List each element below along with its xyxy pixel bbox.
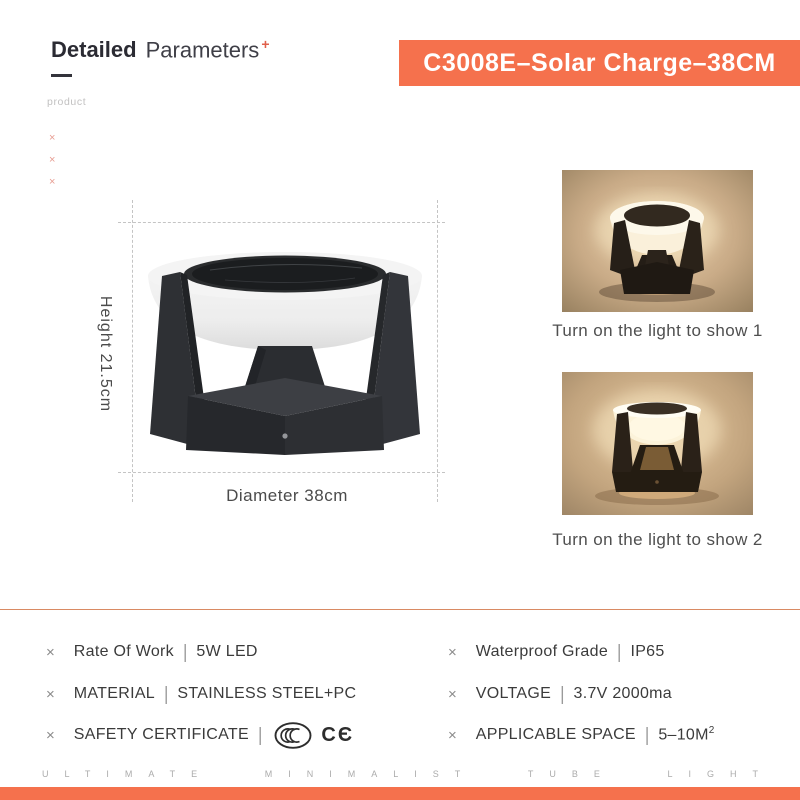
height-dimension-label: Height 21.5cm bbox=[97, 295, 114, 413]
dimension-line-top bbox=[118, 222, 445, 223]
certificate-icons bbox=[273, 721, 354, 750]
product-subtitle: product bbox=[47, 96, 87, 108]
x-bullet-icon: × bbox=[46, 643, 55, 661]
spec-row-rate-of-work bbox=[46, 639, 258, 665]
spec-row-material bbox=[46, 681, 356, 707]
dimension-line-bottom bbox=[118, 472, 445, 473]
page-title-bold: Detailed bbox=[51, 37, 137, 63]
spec-label: Rate Of Work bbox=[73, 643, 174, 660]
photo-2-caption: Turn on the light to show 2 bbox=[552, 530, 763, 549]
footer-word: MINIMALIST bbox=[264, 769, 477, 779]
spec-value: 3.7V 2000ma bbox=[573, 685, 672, 702]
spec-value: $5-10M^2$ bbox=[658, 725, 715, 744]
spec-row-safety-certificate bbox=[46, 722, 354, 748]
spec-row-voltage bbox=[448, 681, 672, 707]
pipe-separator: | bbox=[617, 640, 622, 663]
superscript-2: 2 bbox=[708, 725, 715, 737]
decorative-x-mark: × bbox=[49, 132, 56, 144]
decorative-x-mark: × bbox=[49, 176, 56, 188]
footer-word: LIGHT bbox=[667, 769, 774, 779]
spec-value: IP65 bbox=[630, 643, 665, 660]
x-bullet-icon: × bbox=[46, 685, 55, 703]
plus-mark: + bbox=[261, 36, 270, 52]
lit-photo-2 bbox=[562, 372, 753, 515]
pipe-separator: | bbox=[644, 723, 650, 746]
spec-label: Waterproof Grade bbox=[475, 643, 609, 660]
spec-row-waterproof bbox=[448, 639, 665, 665]
spec-row-applicable-space bbox=[448, 722, 715, 748]
pipe-separator: | bbox=[560, 682, 565, 705]
x-bullet-icon: × bbox=[448, 643, 457, 661]
spec-value: STAINLESS STEEL+PC bbox=[177, 685, 357, 702]
spec-label: VOLTAGE bbox=[475, 685, 552, 702]
x-bullet-icon: × bbox=[448, 726, 457, 744]
page-title bbox=[51, 36, 270, 63]
footer-tagline bbox=[42, 769, 774, 779]
x-bullet-icon: × bbox=[46, 726, 55, 744]
x-bullet-icon: × bbox=[448, 685, 457, 703]
footer-word: ULTIMATE bbox=[42, 769, 214, 779]
page-title-regular: Parameters bbox=[145, 37, 260, 63]
photo-1-caption: Turn on the light to show 1 bbox=[552, 321, 763, 340]
dimension-line-left bbox=[132, 200, 133, 502]
diameter-dimension-label: Diameter 38cm bbox=[226, 486, 348, 505]
bottom-accent-bar bbox=[0, 787, 800, 800]
product-lamp-image bbox=[140, 246, 430, 460]
section-divider bbox=[0, 609, 800, 610]
pipe-separator: | bbox=[182, 640, 188, 663]
spec-label: SAFETY CERTIFICATE bbox=[73, 726, 249, 743]
spec-value: 5W LED bbox=[196, 643, 258, 660]
model-banner: C3008E–Solar Charge–38CM bbox=[399, 40, 800, 86]
pipe-separator: | bbox=[164, 682, 169, 705]
lit-photo-1 bbox=[562, 170, 753, 312]
decorative-x-mark: × bbox=[49, 154, 56, 166]
ccc-certification-icon bbox=[273, 721, 313, 750]
spec-label: APPLICABLE SPACE bbox=[475, 726, 636, 743]
title-underline bbox=[51, 74, 72, 77]
spec-label: MATERIAL bbox=[73, 685, 155, 702]
footer-word: TUBE bbox=[527, 769, 616, 779]
ce-certification-icon: CЄ bbox=[321, 723, 355, 746]
dimension-line-right bbox=[437, 200, 438, 502]
pipe-separator: | bbox=[257, 723, 263, 746]
